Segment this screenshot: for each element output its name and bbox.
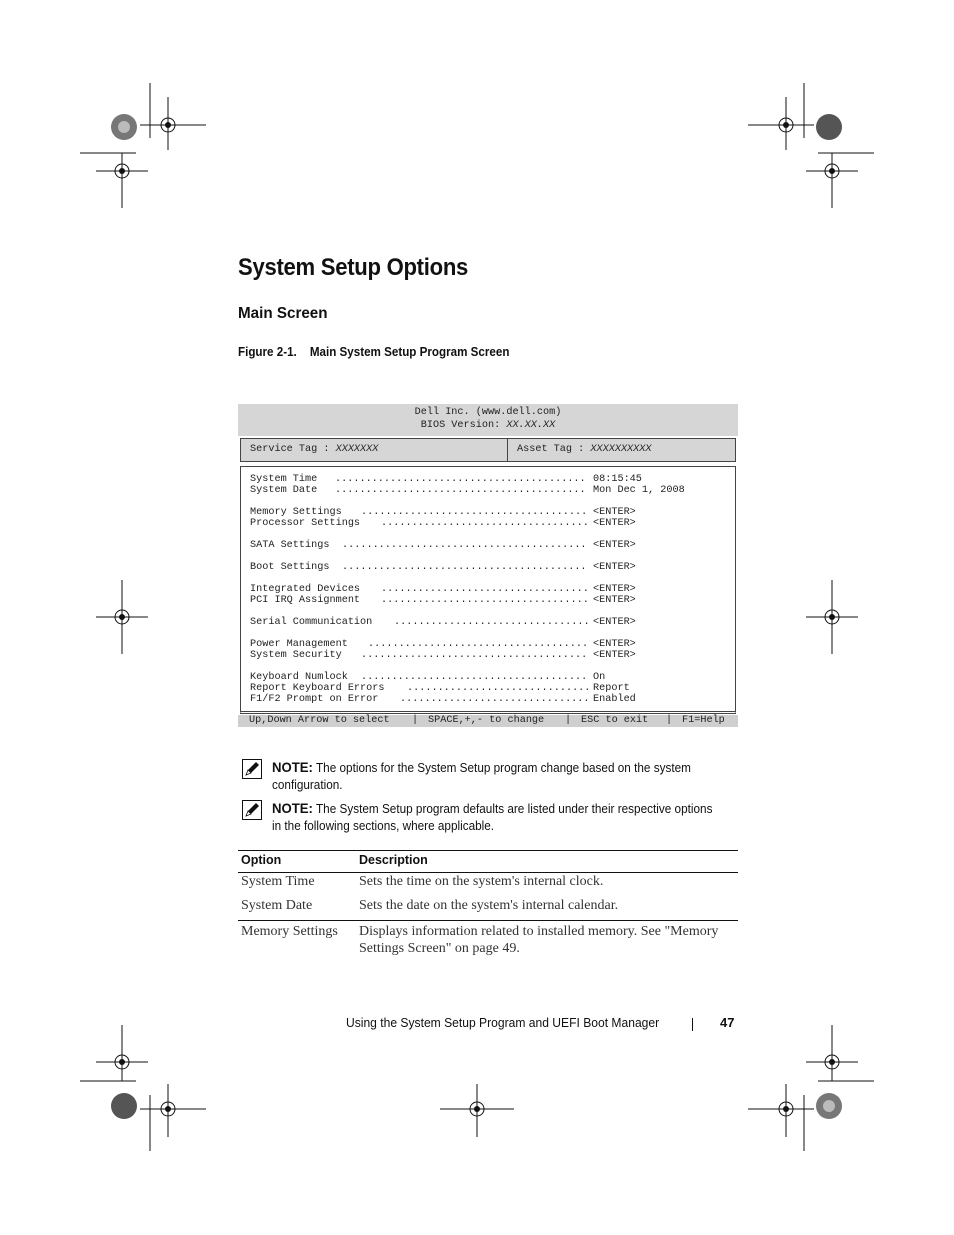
note-keyword: NOTE: (272, 800, 313, 816)
note-text: The System Setup program defaults are listed under their respective options in the following sections, where applicable. (272, 802, 713, 833)
bios-row-report-keyboard-errors[interactable]: Report Keyboard Errors .............................. Report (250, 683, 630, 694)
help-separator: | (666, 715, 673, 726)
column-header-option: Option (238, 851, 356, 873)
figure-caption (238, 345, 522, 359)
note-1 (242, 759, 742, 795)
description-cell: Sets the time on the system's internal clock. (359, 874, 604, 889)
help-nav: Up,Down Arrow to select (249, 715, 390, 726)
help-separator: | (565, 715, 572, 726)
bios-tag-bar (240, 438, 736, 462)
bios-row-system-time[interactable]: System Time ......................................... 08:15:45 (250, 474, 642, 485)
bios-row-power-management[interactable]: Power Management .................................... <ENTER> (250, 639, 636, 650)
bios-help-bar (238, 715, 738, 727)
help-change: SPACE,+,- to change (428, 715, 545, 726)
option-cell: System Time (241, 874, 315, 889)
bios-settings-panel (240, 466, 736, 714)
running-footer-title: Using the System Setup Program and UEFI Boot Manager (346, 1015, 660, 1030)
section-heading: Main Screen (238, 305, 328, 322)
note-keyword: NOTE: (272, 759, 313, 775)
bios-row-system-date[interactable]: System Date ......................................... Mon Dec 1, 2008 (250, 485, 685, 496)
table-row (238, 873, 738, 897)
note-pencil-icon (242, 800, 262, 820)
page-title: System Setup Options (238, 254, 469, 281)
asset-tag (517, 444, 652, 455)
bios-row-f1f2-prompt[interactable]: F1/F2 Prompt on Error ............................... Enabled (250, 694, 636, 705)
help-exit: ESC to exit (581, 715, 649, 726)
bios-version-value: XX.XX.XX (506, 420, 556, 431)
tag-separator (507, 439, 508, 461)
column-header-description: Description (356, 851, 738, 873)
footer-divider (692, 1018, 693, 1031)
bios-row-pci-irq[interactable]: PCI IRQ Assignment .................................. <ENTER> (250, 595, 636, 606)
bios-row-memory-settings[interactable]: Memory Settings ..................................... <ENTER> (250, 507, 636, 518)
bios-row-boot-settings[interactable]: Boot Settings ........................................ <ENTER> (250, 562, 636, 573)
option-cell: Memory Settings (238, 921, 356, 964)
figure-label: Figure 2-1. (238, 345, 297, 359)
description-cell: Sets the date on the system's internal calendar. (359, 898, 619, 913)
service-tag (250, 444, 378, 455)
option-cell: System Date (241, 898, 313, 913)
asset-tag-label: Asset Tag : (517, 444, 591, 455)
bios-row-system-security[interactable]: System Security ..................................... <ENTER> (250, 650, 636, 661)
note-2 (242, 800, 742, 836)
bios-row-serial-communication[interactable]: Serial Communication ................................ <ENTER> (250, 617, 636, 628)
table-row (238, 921, 738, 964)
bios-row-integrated-devices[interactable]: Integrated Devices .................................. <ENTER> (250, 584, 636, 595)
table-row (238, 896, 738, 921)
page-number: 47 (720, 1015, 735, 1030)
service-tag-value: XXXXXXX (335, 444, 379, 455)
figure-title: Main System Setup Program Screen (309, 345, 510, 359)
bios-screenshot (238, 404, 738, 728)
table-header-row (238, 851, 738, 873)
bios-row-processor-settings[interactable]: Processor Settings .................................. <ENTER> (250, 518, 636, 529)
note-pencil-icon (242, 759, 262, 779)
help-f1: F1=Help (682, 715, 725, 726)
bios-row-keyboard-numlock[interactable]: Keyboard Numlock ..................................... On (250, 672, 606, 683)
bios-version-label: BIOS Version: (420, 420, 507, 431)
help-separator: | (412, 715, 419, 726)
bios-row-sata-settings[interactable]: SATA Settings ........................................ <ENTER> (250, 540, 636, 551)
service-tag-label: Service Tag : (250, 444, 336, 455)
bios-vendor-line: Dell Inc. (www.dell.com) (414, 407, 562, 418)
note-text: The options for the System Setup program change based on the system configuration. (272, 761, 691, 792)
asset-tag-value: XXXXXXXXXX (590, 444, 652, 455)
bios-version-line (238, 420, 738, 431)
description-cell: Displays information related to installed memory. See "Memory Settings Screen" on page 49. (356, 921, 738, 964)
options-table (238, 850, 738, 963)
bios-header (238, 404, 738, 436)
